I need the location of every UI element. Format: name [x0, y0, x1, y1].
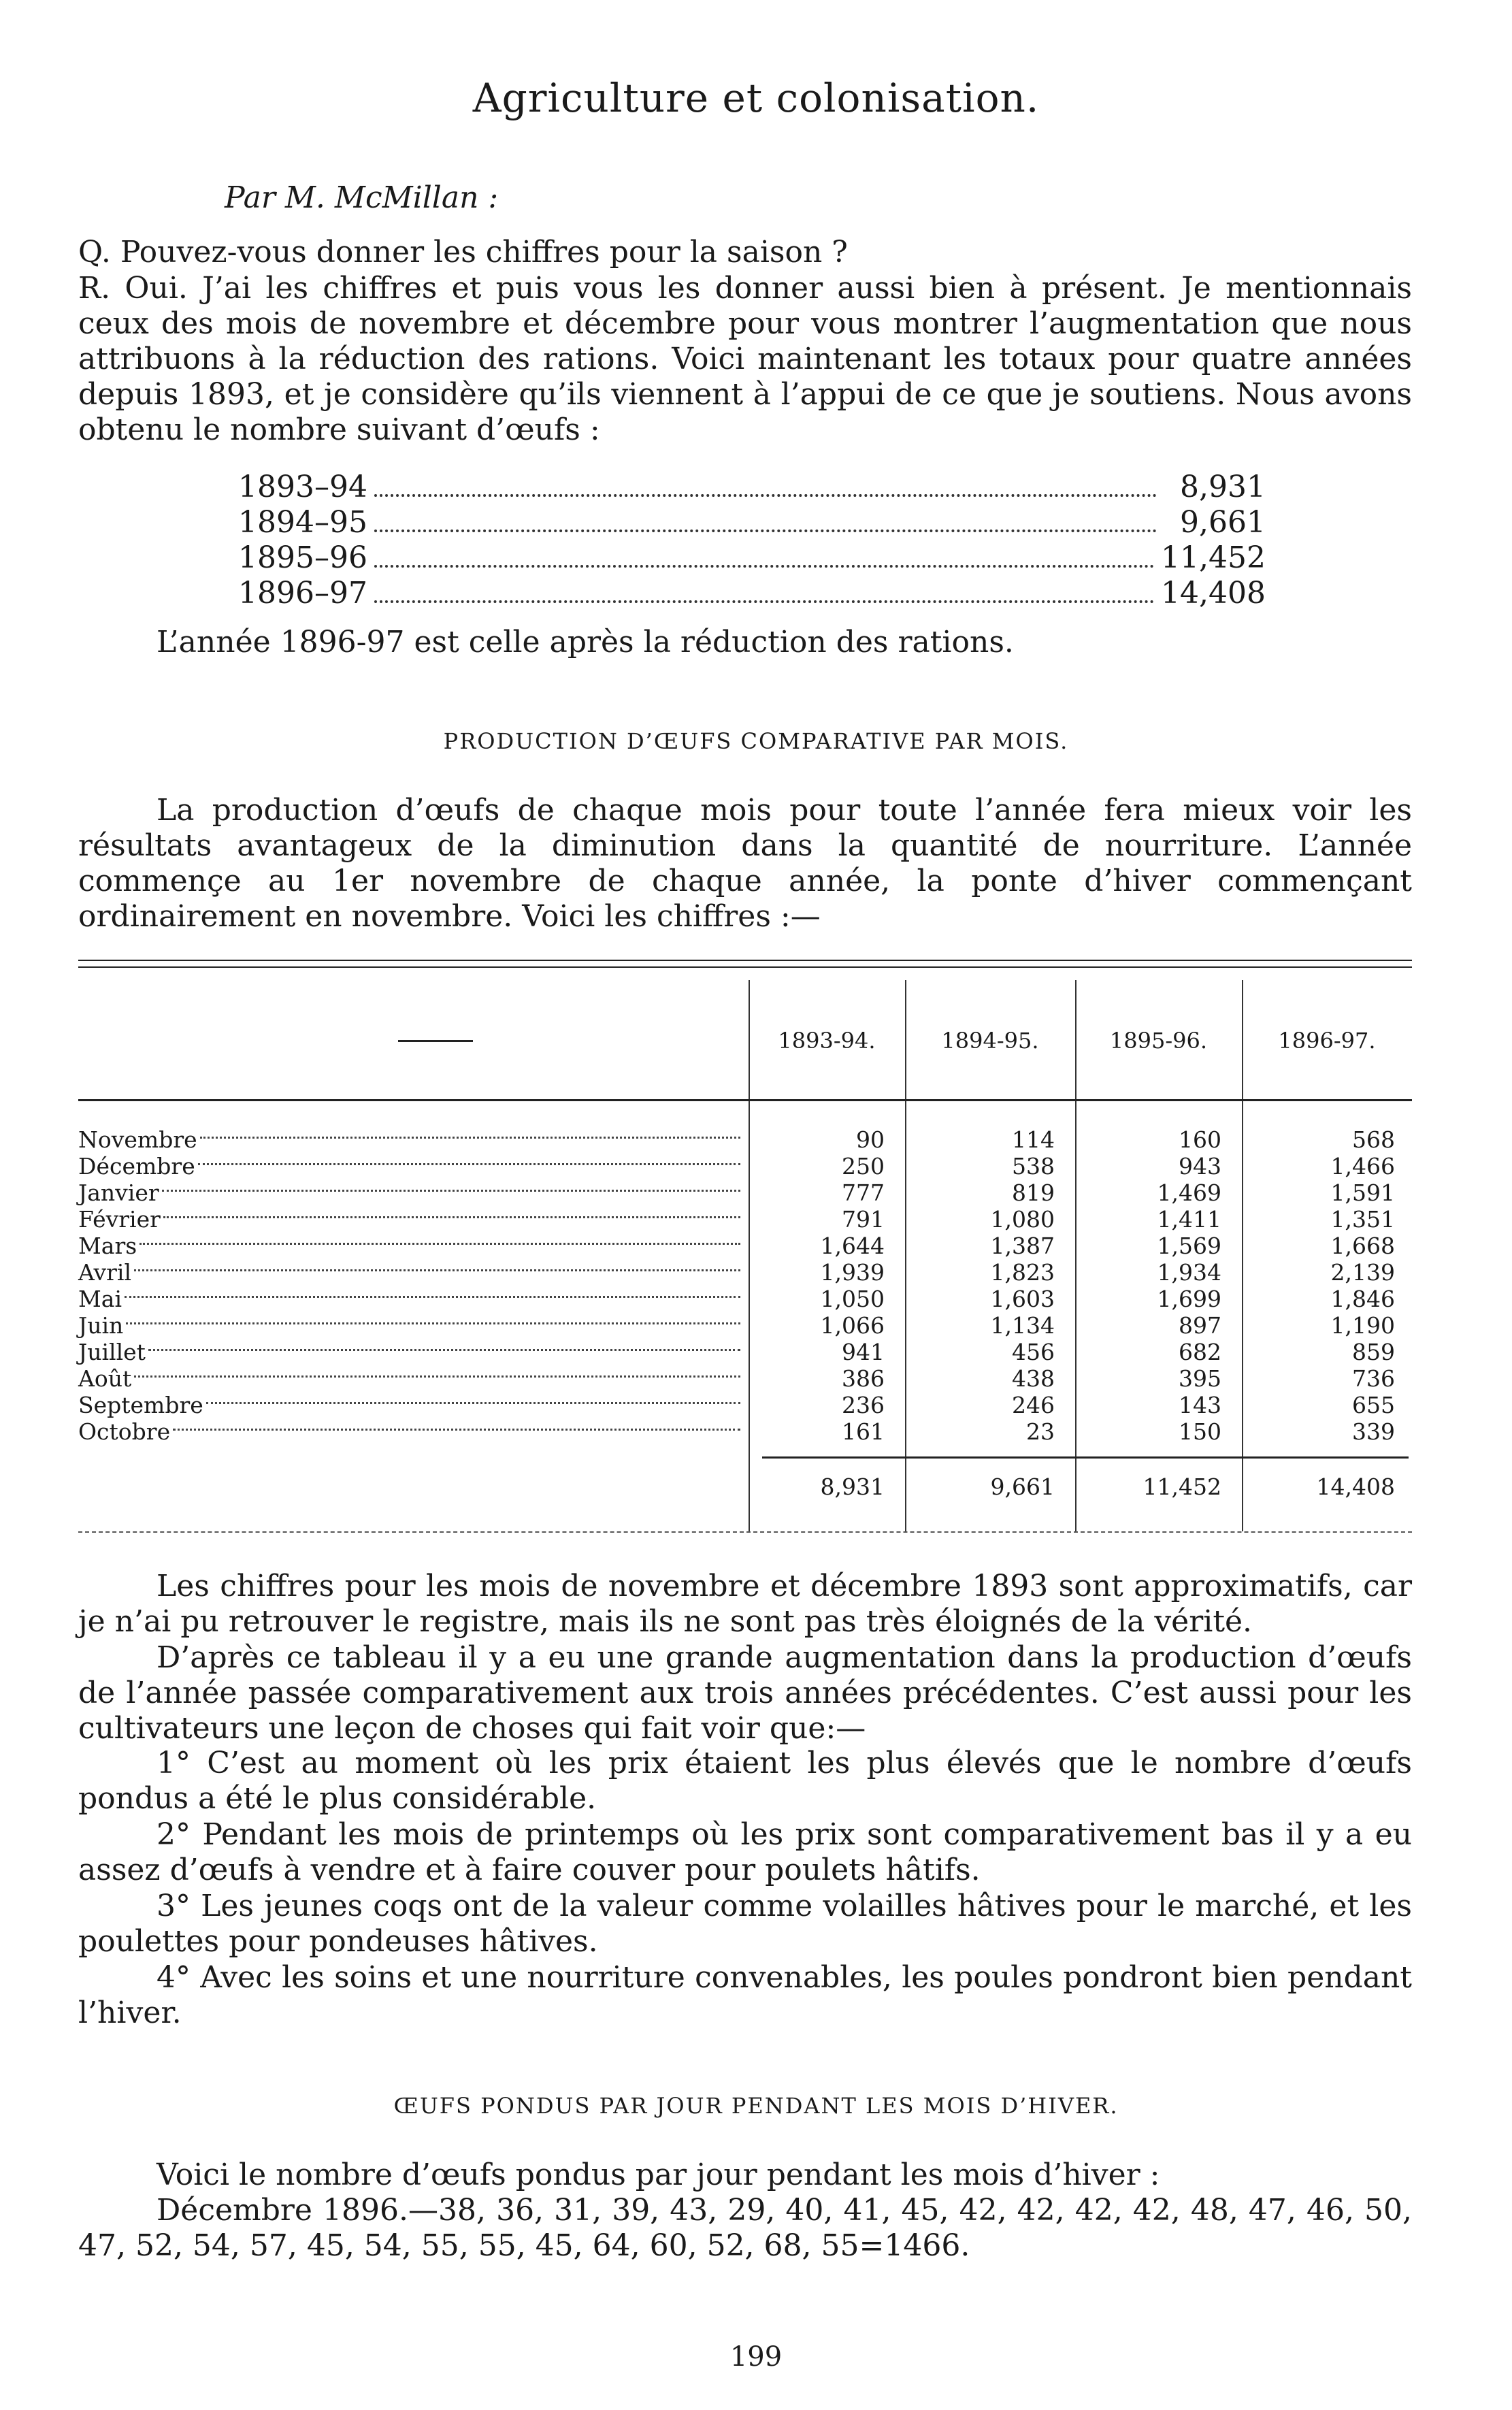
table-cell: 250: [842, 1153, 885, 1179]
totals-row: [238, 470, 1266, 505]
table-cell: 1,934: [1157, 1259, 1221, 1286]
table-cell: 246: [1012, 1392, 1055, 1418]
table-cell: 1,699: [1157, 1286, 1221, 1312]
after-totals-text: L’année 1896-97 est celle après la réduction des rations.: [157, 625, 1014, 660]
month-label: Avril: [78, 1259, 132, 1286]
point-1: 1° C’est au moment où les prix étaient les plus élevés que le nombre d’œufs pondus a été le plus considérable.: [78, 1746, 1412, 1816]
table-row: [78, 1179, 1412, 1206]
approx-paragraph: Les chiffres pour les mois de novembre et décembre 1893 sont approximatifs, car je n’ai pu retrouver le registre, mais ils ne sont pas très éloignés de la vérité.: [78, 1569, 1412, 1639]
table-cell: 1,411: [1157, 1206, 1221, 1233]
totals-year: 1895–96: [238, 540, 367, 575]
table-cell: 161: [842, 1418, 885, 1445]
table-cell: 1,190: [1330, 1312, 1395, 1339]
totals-row: [238, 505, 1266, 540]
column-header: 1894-95.: [941, 1028, 1039, 1054]
table-row: [78, 1259, 1412, 1286]
totals-year: 1894–95: [238, 505, 367, 540]
totals-value: 14,408: [1161, 576, 1266, 610]
page-title: Agriculture et colonisation.: [472, 75, 1040, 121]
month-label: Mai: [78, 1286, 122, 1312]
totals-list: [238, 470, 1266, 611]
month-label: Mars: [78, 1233, 137, 1259]
table-cell: 1,603: [990, 1286, 1055, 1312]
table-total-cell: 11,452: [1143, 1473, 1221, 1500]
month-label: Janvier: [78, 1179, 159, 1206]
point-4: 4° Avec les soins et une nourriture convenables, les poules pondront bien pendant l’hiver.: [78, 1960, 1412, 2030]
totals-row: [238, 576, 1266, 611]
totals-value: 9,661: [1180, 505, 1266, 540]
month-label: Juillet: [78, 1339, 146, 1365]
table-cell: 1,668: [1330, 1233, 1395, 1259]
table-row: [78, 1339, 1412, 1365]
table-row: [78, 1312, 1412, 1339]
table-cell: 568: [1352, 1126, 1395, 1153]
table-cell: 1,846: [1330, 1286, 1395, 1312]
table-top-rule: [78, 960, 1412, 968]
table-cell: 1,939: [820, 1259, 885, 1286]
table-row: [78, 1418, 1412, 1445]
month-label: Décembre: [78, 1153, 195, 1179]
table-cell: 1,066: [820, 1312, 885, 1339]
table-cell: 1,134: [990, 1312, 1055, 1339]
table-cell: 1,387: [990, 1233, 1055, 1259]
table-cell: 655: [1352, 1392, 1395, 1418]
table-cell: 160: [1179, 1126, 1221, 1153]
tableau-paragraph: D’après ce tableau il y a eu une grande augmentation dans la production d’œufs de l’année passée comparativement aux trois années précédentes. C’est aussi pour les cultivateurs une leçon de choses qui fait voir que:—: [78, 1640, 1412, 1746]
month-label: Septembre: [78, 1392, 203, 1418]
table-cell: 1,644: [820, 1233, 885, 1259]
table-cell: 438: [1012, 1365, 1055, 1392]
table-row: [78, 1153, 1412, 1179]
table-row: [78, 1286, 1412, 1312]
totals-row: [238, 540, 1266, 576]
point-2: 2° Pendant les mois de printemps où les prix sont comparativement bas il y a eu assez d’œufs à vendre et à faire couver pour poulets hâtifs.: [78, 1817, 1412, 1887]
table-cell: 777: [842, 1179, 885, 1206]
table-cell: 395: [1179, 1365, 1221, 1392]
header-dash: [398, 1040, 473, 1042]
page-number: 199: [729, 2341, 783, 2373]
table-row: [78, 1392, 1412, 1418]
table-cell: 682: [1179, 1339, 1221, 1365]
table-bottom-rule: [78, 1531, 1412, 1533]
answer-text: R. Oui. J’ai les chiffres et puis vous les donner aussi bien à présent. Je mentionnais ceux des mois de novembre et décembre pour vous montrer l’augmentation que nous attribuons à la réduction des rations. Voici maintenant les totaux pour quatre années depuis 1893, et je considère qu’ils viennent à l’appui de ce que je soutiens. Nous avons obtenu le nombre suivant d’œufs :: [78, 271, 1412, 447]
table-cell: 386: [842, 1365, 885, 1392]
table-cell: 150: [1179, 1418, 1221, 1445]
month-label: Août: [78, 1365, 132, 1392]
section-heading-daily-eggs: ŒUFS PONDUS PAR JOUR PENDANT LES MOIS D’HIVER.: [393, 2093, 1119, 2119]
month-label: Octobre: [78, 1418, 171, 1445]
table-cell: 897: [1179, 1312, 1221, 1339]
table-row: [78, 1206, 1412, 1233]
table-cell: 1,050: [820, 1286, 885, 1312]
daily-data-text: Décembre 1896.—38, 36, 31, 39, 43, 29, 40, 41, 45, 42, 42, 42, 42, 48, 47, 46, 50, 47, 52, 54, 57, 45, 54, 55, 55, 45, 64, 60, 52, 68, 55=1466.: [78, 2193, 1412, 2263]
table-totals-row: [78, 1473, 1412, 1500]
totals-year: 1896–97: [238, 576, 367, 610]
table-cell: 114: [1012, 1126, 1055, 1153]
totals-year: 1893–94: [238, 470, 367, 504]
table-total-cell: 14,408: [1316, 1473, 1395, 1500]
table-cell: 23: [1026, 1418, 1055, 1445]
totals-rule: [762, 1456, 1409, 1459]
totals-value: 8,931: [1180, 470, 1266, 504]
question-text: Q. Pouvez-vous donner les chiffres pour la saison ?: [78, 235, 848, 270]
table-cell: 819: [1012, 1179, 1055, 1206]
table-cell: 943: [1179, 1153, 1221, 1179]
column-header: 1896-97.: [1278, 1028, 1376, 1054]
table-cell: 143: [1179, 1392, 1221, 1418]
table-cell: 941: [842, 1339, 885, 1365]
daily-intro-text: Voici le nombre d’œufs pondus par jour pendant les mois d’hiver :: [157, 2157, 1160, 2192]
point-3: 3° Les jeunes coqs ont de la valeur comme volailles hâtives pour le marché, et les poulettes pour pondeuses hâtives.: [78, 1889, 1412, 1959]
column-header: 1893-94.: [778, 1028, 876, 1054]
table-row: [78, 1233, 1412, 1259]
monthly-production-table: [78, 960, 1412, 1545]
table-cell: 1,351: [1330, 1206, 1395, 1233]
table-cell: 1,569: [1157, 1233, 1221, 1259]
section-heading-production: PRODUCTION D’ŒUFS COMPARATIVE PAR MOIS.: [443, 728, 1069, 754]
table-cell: 1,080: [990, 1206, 1055, 1233]
table-total-cell: 8,931: [820, 1473, 885, 1500]
byline: Par M. McMillan :: [225, 180, 499, 215]
header-rule: [78, 1099, 1412, 1101]
table-cell: 1,469: [1157, 1179, 1221, 1206]
table-cell: 2,139: [1330, 1259, 1395, 1286]
table-cell: 1,466: [1330, 1153, 1395, 1179]
table-body: [78, 1126, 1412, 1445]
table-cell: 90: [856, 1126, 885, 1153]
table-cell: 1,591: [1330, 1179, 1395, 1206]
table-cell: 791: [842, 1206, 885, 1233]
totals-value: 11,452: [1161, 540, 1266, 575]
section-intro-text: La production d’œufs de chaque mois pour toute l’année fera mieux voir les résultats avantageux de la diminution dans la quantité de nourriture. L’année commençe au 1er novembre de chaque année, la ponte d’hiver commençant ordinairement en novembre. Voici les chiffres :—: [78, 793, 1412, 934]
table-cell: 736: [1352, 1365, 1395, 1392]
table-cell: 236: [842, 1392, 885, 1418]
table-cell: 859: [1352, 1339, 1395, 1365]
column-header: 1895-96.: [1109, 1028, 1208, 1054]
month-label: Juin: [78, 1312, 124, 1339]
table-cell: 456: [1012, 1339, 1055, 1365]
table-cell: 538: [1012, 1153, 1055, 1179]
table-cell: 339: [1352, 1418, 1395, 1445]
table-row: [78, 1365, 1412, 1392]
table-row: [78, 1126, 1412, 1153]
table-cell: 1,823: [990, 1259, 1055, 1286]
month-label: Février: [78, 1206, 161, 1233]
month-label: Novembre: [78, 1126, 197, 1153]
table-total-cell: 9,661: [990, 1473, 1055, 1500]
